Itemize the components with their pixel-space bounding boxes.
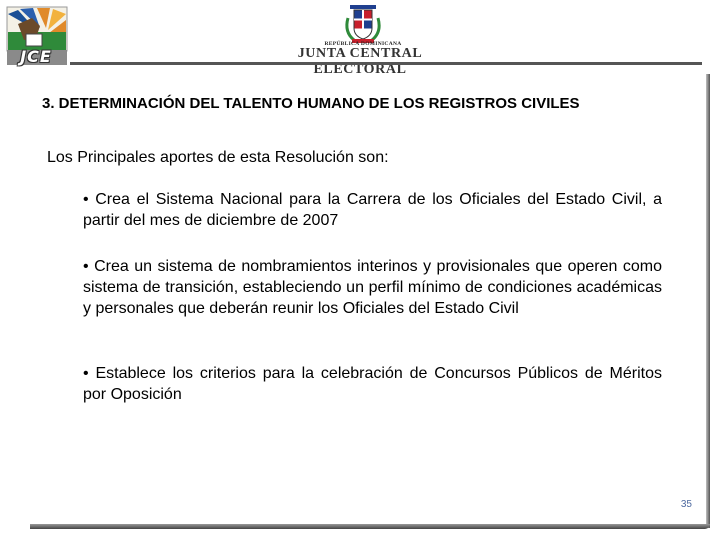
bullet-item: • Crea el Sistema Nacional para la Carrera de los Oficiales del Estado Civil, a partir del mes de diciembre de 2007 xyxy=(83,191,662,229)
institution-name: JUNTA CENTRAL ELECTORAL xyxy=(297,46,423,77)
frame-bottom-border xyxy=(30,524,710,529)
bullet-item: • Establece los criterios para la celebración de Concursos Públicos de Méritos por Oposición xyxy=(83,365,662,403)
logo-text: JCE xyxy=(20,47,52,66)
intro-text: Los Principales aportes de esta Resolución son: xyxy=(47,149,389,166)
page-number: 35 xyxy=(680,499,692,510)
header-divider xyxy=(70,62,702,65)
slide-title: 3. DETERMINACIÓN DEL TALENTO HUMANO DE LOS REGISTROS CIVILES xyxy=(42,95,580,112)
republic-label: REPÚBLICA DOMINICANA xyxy=(324,41,402,47)
bullet-item: • Crea un sistema de nombramientos interinos y provisionales que operen como sistema de transición, estableciendo un perfil mínimo de condiciones académicas y personales que deberán reunir los Oficiales del Estado Civil xyxy=(83,258,662,317)
frame-right-border xyxy=(706,74,710,528)
national-seal-icon xyxy=(342,4,384,44)
